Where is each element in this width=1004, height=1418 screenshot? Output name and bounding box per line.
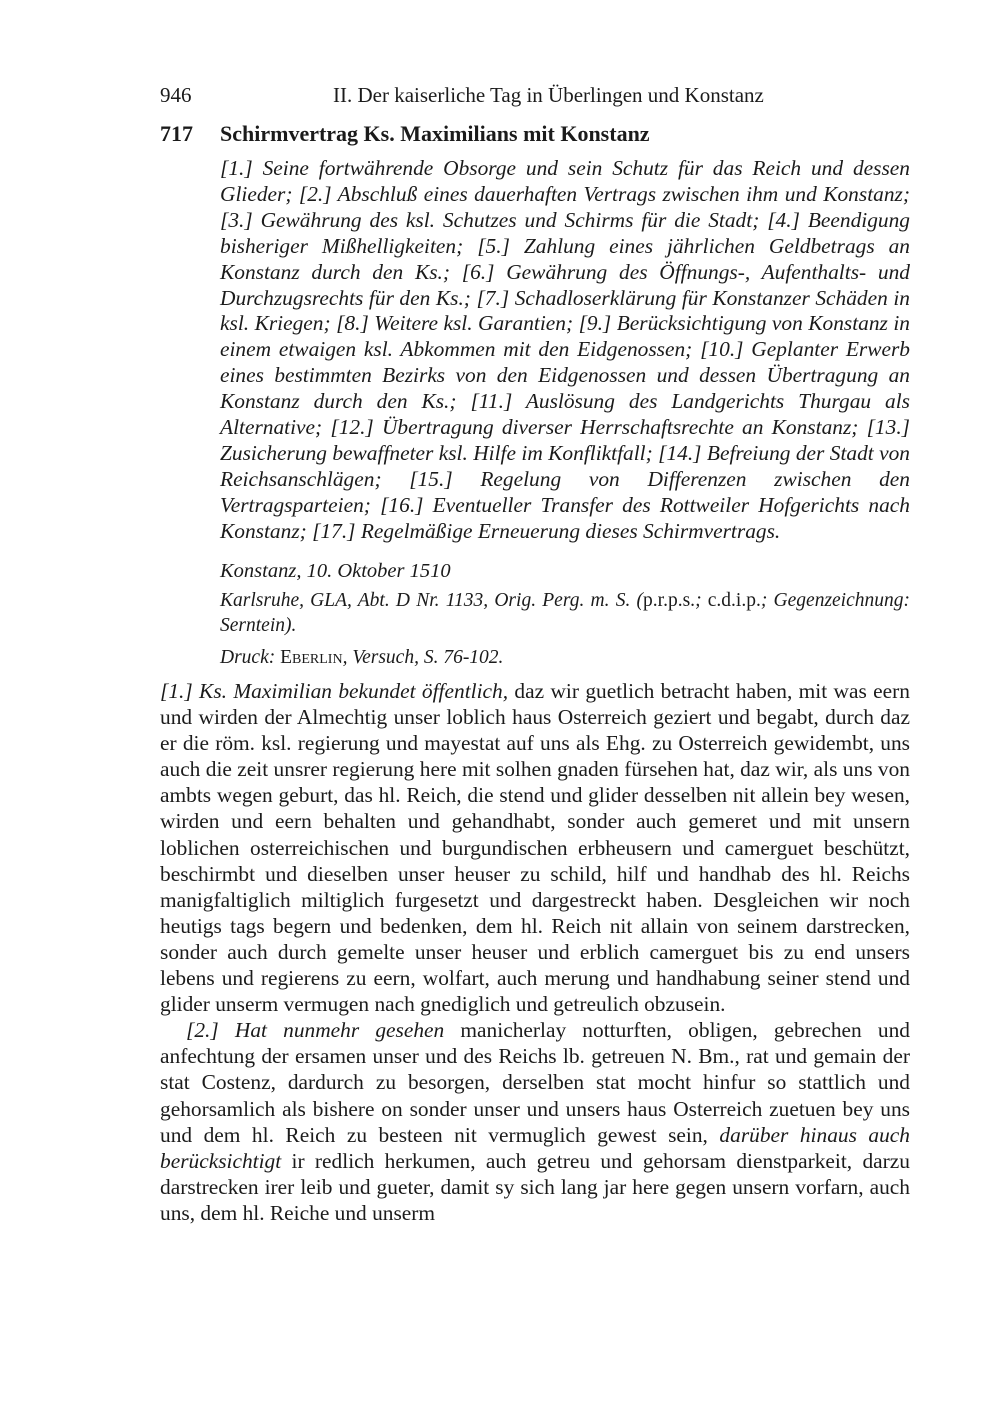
body-paragraph-2 <box>160 1017 910 1226</box>
paragraph-1-summary: [1.] Ks. Maximilian bekundet öffentlich, <box>160 679 509 703</box>
paragraph-2-editorial: darüber hinaus auch berücksichtigt <box>160 1122 910 1173</box>
paragraph-2-text-b: ir redlich herkumen, auch getreu und gehorsam dienstparkeit, darzu darstrecken irer leib und gueter, damit sy sich lang jar here gegen unsern vorfarn, auch uns, dem hl. Reiche und unserm <box>160 1148 910 1225</box>
document-title: Schirmvertrag Ks. Maximilians mit Konstanz <box>220 121 650 146</box>
print-label: Druck: <box>220 647 281 668</box>
page-number: 946 <box>160 83 192 107</box>
paragraph-1-text: daz wir guetlich betracht haben, mit was eern und wirden der Almechtig unser loblich haus Osterreich geziert und begabt, durch daz er die röm. ksl. regierung und mayestat auf uns als Ehg. zu Osterreich gewidembt, uns auch die zeit unsrer regierung here mit solhen gnaden fürsehen hat, daz wir, als uns von ambts wegen geburt, das hl. Reich, die stend und glider desselben nit allein bey wesen, wirden und eern behalten und gehandhabt, sonder auch gemeret und mit unsern loblichen osterreichischen und burgundischen erbheusern und camerguet beschützt, beschirmbt und dieselben unser heuser zu schild, hilf und handhab des hl. Reichs manigfaltiglich miltiglich furgesetzt und dargestreckt haben. Desgleichen wir noch heutigs tags begern und bedenken, dem hl. Reich nit allain von seinem darstrecken, sonder auch durch gemelte unser heuser und erblich camerguet bis zu end unsers lebens und regierens zu eern, wolfart, auch merung und handhabung seiner stend und glider unserm vermugen nach gnediglich und getreulich obzusein. <box>160 679 910 1017</box>
print-reference: , Versuch, S. 76-102. <box>342 647 504 668</box>
running-head <box>160 80 910 110</box>
regest-summary: [1.] Seine fortwährende Obsorge und sein Schutz für das Reich und dessen Glieder; [2.] Abschluß eines dauerhaften Vertrags zwischen ihm und Konstanz; [3.] Gewährung des ksl. Schutzes und Schirms für die Stadt; [4.] Beendigung bisheriger Mißhelligkeiten; [5.] Zahlung eines jährlichen Geldbetrags an Konstanz durch den Ks.; [6.] Gewährung des Öffnungs-, Aufenthalts- und Durchzugsrechts für den Ks.; [7.] Schadloserklärung für Konstanzer Schäden in ksl. Kriegen; [8.] Weitere ksl. Garantien; [9.] Berücksichtigung von Konstanz in einem etwaigen ksl. Abkommen mit den Eidgenossen; [10.] Geplanter Erwerb eines bestimmten Bezirks von den Eidgenossen und dessen Übertragung an Konstanz durch den Ks.; [11.] Auslösung des Landgerichts Thurgau als Alternative; [12.] Übertragung diverser Herrschaftsrechte an Konstanz; [13.] Zusicherung bewaffneter ksl. Hilfe im Konfliktfall; [14.] Befreiung der Stadt von Reichsanschlägen; [15.] Regelung von Differenzen zwischen den Vertragsparteien; [16.] Eventueller Transfer des Rottweiler Hofgerichts nach Konstanz; [17.] Regelmäßige Erneuerung dieses Schirmvertrags. <box>220 156 910 543</box>
source-cdip: c.d.i.p. <box>707 590 761 611</box>
source-countersign: ; Gegenzeichnung: Serntein). <box>220 590 910 636</box>
print-author: Eberlin <box>280 647 343 668</box>
body-paragraph-1 <box>160 678 910 1017</box>
running-title: II. Der kaiserliche Tag in Überlingen und Konstanz <box>333 83 764 107</box>
print-note <box>220 646 910 670</box>
document-body <box>160 678 910 1226</box>
paragraph-2-summary: [2.] Hat nunmehr gesehen <box>186 1018 445 1043</box>
document-number: 717 <box>160 121 193 146</box>
paragraph-2-text-a: manicherlay notturften, obligen, gebrechen und anfechtung der ersamen unser und des Reichs lb. getreuen N. Bm., rat und gemain der stat Costenz, dardurch zu besorgen, derselben stat mocht hinfur so stattlich und gehorsamlich als bishere on sonder unser und unsers haus Osterreich zuetuen bey uns und dem hl. Reich zu besteen nit vermuglich gewest sein, <box>160 1018 911 1147</box>
source-separator: ; <box>695 590 708 611</box>
source-archive: Karlsruhe, GLA, Abt. D Nr. 1133, Orig. Perg. m. S. ( <box>220 590 644 611</box>
source-note <box>220 589 910 638</box>
document-date: Konstanz, 10. Oktober 1510 <box>220 560 451 582</box>
source-prps: p.r.p.s. <box>643 590 696 611</box>
